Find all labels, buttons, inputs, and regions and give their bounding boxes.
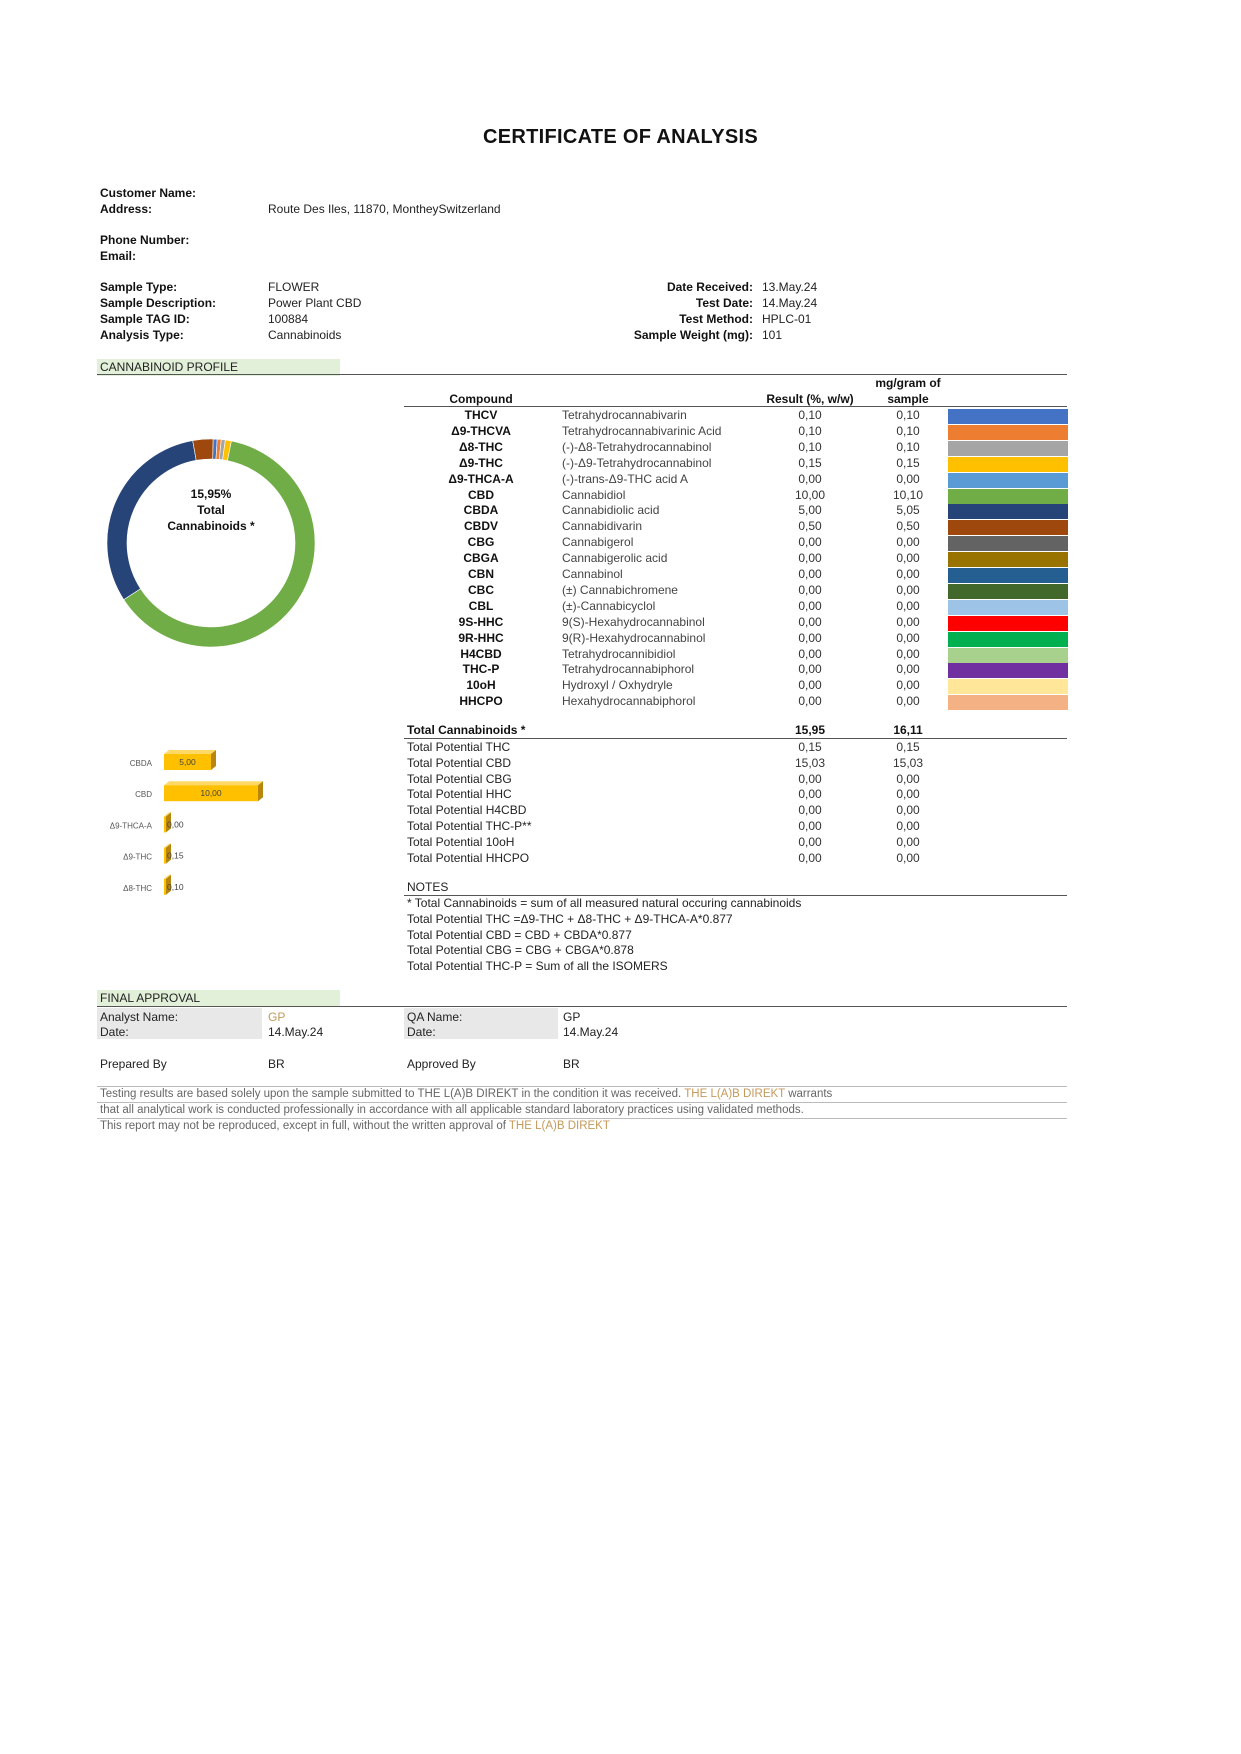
donut-total-caption: Cannabinoids *: [167, 519, 255, 533]
totals-rule: [404, 738, 1067, 739]
analyst-name-label: Analyst Name:: [100, 1010, 179, 1024]
compound-name: Tetrahydrocannabivarinic Acid: [562, 423, 722, 438]
email-label: Email:: [100, 249, 137, 263]
total-cannabinoids-result: 15,95: [794, 723, 826, 737]
compound-name: Cannabinol: [562, 567, 623, 581]
cannabinoid-bar-chart: [100, 745, 380, 905]
compound-color-swatch: [948, 409, 1068, 424]
compound-color-swatch: [948, 457, 1068, 472]
cannabinoid-donut-chart: [104, 436, 318, 650]
compound-abbr: 9R-HHC: [458, 630, 504, 645]
total-potential-result: 0,00: [798, 787, 822, 802]
customer-name-label: Customer Name:: [100, 186, 197, 200]
compound-color-swatch: [948, 425, 1068, 440]
compound-color-swatch: [948, 600, 1068, 615]
compound-row: [404, 551, 1066, 567]
compound-mg: 0,00: [896, 646, 920, 661]
compound-result: 0,00: [798, 678, 822, 693]
address-value: Route Des Iles, 11870, MontheySwitzerland: [268, 202, 501, 216]
sample-desc-label: Sample Description:: [100, 296, 217, 310]
bar-data-label: 5,00: [179, 757, 196, 767]
compound-abbr: CBG: [467, 535, 495, 550]
prepared-by-value: BR: [268, 1057, 285, 1071]
total-potential-result: 0,00: [798, 834, 822, 849]
analysis-type-label: Analysis Type:: [100, 328, 184, 342]
test-method-value: HPLC-01: [762, 312, 812, 326]
compound-result: 0,10: [798, 423, 822, 438]
total-potential-name: Total Potential HHC: [407, 787, 512, 802]
analyst-name-value: GP: [268, 1010, 286, 1024]
compound-name: Cannabigerolic acid: [562, 551, 668, 566]
donut-total-percent: 15,95%: [190, 487, 232, 501]
compound-name: 9(S)-Hexahydrocannabinol: [562, 614, 705, 629]
compound-result: 0,10: [798, 408, 822, 422]
compound-color-swatch: [948, 441, 1068, 456]
total-potential-name: Total Potential CBD: [407, 755, 512, 770]
bar-data-label: 0,00: [167, 819, 184, 830]
section-divider: [97, 374, 1067, 375]
result-header: Result (%, w/w): [766, 392, 854, 406]
approval-rule: [97, 1006, 1067, 1007]
compound-result: 0,10: [798, 439, 822, 454]
total-potential-row: [404, 851, 964, 867]
compound-name: (±) Cannabichromene: [562, 582, 678, 597]
donut-center-label: [151, 486, 271, 534]
total-potential-result: 0,00: [798, 771, 822, 786]
note-line: Total Potential THC-P = Sum of all the ISOMERS: [407, 959, 668, 974]
sample-tag-value: 100884: [268, 312, 309, 326]
compound-row: [404, 472, 1066, 488]
compound-mg: 0,00: [896, 551, 920, 566]
total-potential-row: [404, 772, 964, 788]
compound-row: [404, 440, 1066, 456]
note-line: * Total Cannabinoids = sum of all measured natural occuring cannabinoids: [407, 896, 802, 910]
total-potential-name: Total Potential HHCPO: [407, 850, 530, 865]
compound-mg: 5,05: [896, 503, 920, 518]
total-potential-name: Total Potential THC-P**: [407, 819, 532, 833]
compound-result: 0,00: [798, 551, 822, 566]
donut-total-word: Total: [197, 503, 225, 517]
compound-result: 0,50: [798, 519, 822, 534]
compound-abbr: 9S-HHC: [458, 614, 504, 629]
compound-name: Hydroxyl / Oxhydryle: [562, 678, 673, 693]
compound-row: [404, 503, 1066, 519]
total-potential-mg: 0,00: [896, 787, 920, 802]
compound-result: 10,00: [794, 487, 826, 502]
address-label: Address:: [100, 202, 153, 216]
total-potential-result: 0,15: [798, 740, 822, 754]
compound-abbr: 10oH: [466, 678, 496, 693]
compound-result: 0,00: [798, 614, 822, 629]
compound-abbr: CBL: [468, 598, 494, 613]
total-potential-mg: 0,15: [896, 740, 920, 754]
notes-header: NOTES: [407, 880, 449, 894]
approved-by-label: Approved By: [407, 1057, 476, 1071]
compound-mg: 0,10: [896, 423, 920, 438]
compound-abbr: Δ8-THC: [459, 439, 503, 454]
bar-data-label: 10,00: [200, 788, 222, 799]
total-cannabinoids-label: Total Cannabinoids *: [407, 723, 526, 737]
bar-category-label: Δ9-THC: [123, 852, 152, 862]
compound-row: [404, 662, 1066, 678]
compound-result: 0,00: [798, 598, 822, 613]
total-potential-result: 15,03: [794, 755, 826, 770]
sample-weight-value: 101: [762, 328, 783, 342]
note-line: Total Potential CBG = CBG + CBGA*0.878: [407, 943, 634, 958]
compound-mg: 0,00: [896, 678, 920, 693]
bar-category-label: Δ8-THC: [123, 883, 152, 893]
total-potential-result: 0,00: [798, 850, 822, 865]
compound-abbr: HHCPO: [459, 694, 503, 709]
compound-result: 0,00: [798, 646, 822, 661]
note-line: Total Potential CBD = CBD + CBDA*0.877: [407, 927, 632, 942]
mg-header-line2: sample: [887, 392, 929, 406]
compound-color-swatch: [948, 632, 1068, 647]
compound-mg: 10,10: [892, 487, 924, 502]
compound-name: 9(R)-Hexahydrocannabinol: [562, 630, 706, 645]
note-line: Total Potential THC =Δ9-THC + Δ8-THC + Δ9-THCA-A*0.877: [407, 911, 733, 926]
compound-name: Hexahydrocannabiphorol: [562, 694, 696, 709]
compound-abbr: THC-P: [462, 662, 500, 677]
bar-δ9-thc: [164, 848, 166, 864]
compound-row: [404, 408, 1066, 424]
compound-result: 0,00: [798, 567, 822, 581]
total-potential-result: 0,00: [798, 803, 822, 818]
compound-color-swatch: [948, 552, 1068, 567]
total-potential-row: [404, 803, 964, 819]
compound-row: [404, 424, 1066, 440]
disclaimer-line-1: Testing results are based solely upon the sample submitted to THE L(A)B DIREKT in the condition it was received. THE L(A)B DIREKT warrants: [100, 1088, 833, 1100]
compound-row: [404, 694, 1066, 710]
compound-abbr: THCV: [464, 408, 498, 422]
bar-data-label: 0,10: [167, 881, 184, 892]
compound-result: 0,00: [798, 582, 822, 597]
sample-weight-label: Sample Weight (mg):: [633, 328, 753, 342]
compound-color-swatch: [948, 473, 1068, 488]
compound-row: [404, 567, 1066, 583]
total-potential-mg: 0,00: [896, 850, 920, 865]
compound-name: (-)-Δ9-Tetrahydrocannabinol: [562, 455, 712, 470]
compound-mg: 0,00: [896, 694, 920, 709]
disclaimer-line-3: This report may not be reproduced, except in full, without the written approval of THE L(A)B DIREKT: [100, 1120, 610, 1132]
compound-mg: 0,00: [896, 598, 920, 613]
total-potential-mg: 0,00: [896, 803, 920, 818]
sample-desc-value: Power Plant CBD: [268, 296, 362, 310]
compound-row: [404, 615, 1066, 631]
compound-color-swatch: [948, 536, 1068, 551]
compound-mg: 0,00: [896, 567, 920, 581]
compound-name: (-)-Δ8-Tetrahydrocannabinol: [562, 439, 712, 454]
total-potential-name: Total Potential CBG: [407, 771, 512, 786]
compound-row: [404, 678, 1066, 694]
compound-mg: 0,00: [896, 662, 920, 677]
compound-abbr: H4CBD: [460, 646, 502, 661]
compound-name: (-)-trans-Δ9-THC acid A: [562, 471, 689, 486]
compound-abbr: CBC: [468, 582, 494, 597]
compound-result: 0,00: [798, 471, 822, 486]
date-received-label: Date Received:: [666, 280, 753, 294]
total-potential-name: Total Potential 10oH: [407, 834, 515, 849]
total-potential-mg: 15,03: [892, 755, 924, 770]
lab-name-link: THE L(A)B DIREKT: [684, 1088, 785, 1100]
compound-mg: 0,50: [896, 519, 920, 534]
disclaimer-line-2: that all analytical work is conducted professionally in accordance with all applicable standard laboratory practices using validated methods.: [100, 1104, 804, 1116]
compound-name: Cannabidiolic acid: [562, 503, 660, 518]
bar-data-label: 0,15: [167, 850, 184, 861]
compound-abbr: CBDV: [463, 519, 498, 534]
compound-color-swatch: [948, 520, 1068, 535]
total-potential-mg: 0,00: [896, 819, 920, 833]
analysis-type-value: Cannabinoids: [268, 328, 342, 342]
bar-δ8-thc: [164, 879, 166, 895]
total-potential-row: [404, 740, 964, 756]
document-title: CERTIFICATE OF ANALYSIS: [482, 126, 759, 148]
compound-mg: 0,00: [896, 582, 920, 597]
bar-category-label: CBDA: [129, 759, 152, 768]
total-potential-mg: 0,00: [896, 834, 920, 849]
mg-header-line1: mg/gram of: [875, 376, 941, 390]
test-date-label: Test Date:: [695, 296, 753, 310]
prepared-by-label: Prepared By: [100, 1057, 167, 1071]
total-potential-name: Total Potential H4CBD: [407, 803, 527, 818]
compound-color-swatch: [948, 584, 1068, 599]
compound-row: [404, 535, 1066, 551]
footer-rule-2: [97, 1102, 1067, 1103]
total-potential-row: [404, 787, 964, 803]
analyst-date-label: Date:: [100, 1025, 129, 1039]
analyst-date-value: 14.May.24: [268, 1025, 324, 1039]
compound-header: Compound: [449, 392, 513, 406]
compound-color-swatch: [948, 663, 1068, 678]
total-cannabinoids-mg: 16,11: [893, 723, 923, 737]
compound-mg: 0,15: [896, 455, 920, 470]
compound-row: [404, 647, 1066, 663]
compound-color-swatch: [948, 679, 1068, 694]
bar-top-face: [164, 781, 263, 785]
total-potential-row: [404, 756, 964, 772]
compound-result: 0,00: [798, 630, 822, 645]
compound-name: (±)-Cannabicyclol: [562, 598, 656, 613]
compound-name: Tetrahydrocannabivarin: [562, 408, 687, 422]
compound-color-swatch: [948, 489, 1068, 504]
compound-row: [404, 519, 1066, 535]
compound-mg: 0,10: [896, 439, 920, 454]
bar-category-label: Δ9-THCA-A: [109, 821, 152, 831]
lab-name-link: THE L(A)B DIREKT: [508, 1120, 610, 1132]
compound-name: Cannabigerol: [562, 535, 634, 550]
footer-rule-3: [97, 1118, 1067, 1119]
compound-color-swatch: [948, 616, 1068, 631]
compound-abbr: Δ9-THC: [459, 455, 503, 470]
date-received-value: 13.May.24: [762, 280, 818, 294]
sample-type-label: Sample Type:: [100, 280, 178, 294]
qa-name-label: QA Name:: [407, 1010, 463, 1024]
test-method-label: Test Method:: [679, 312, 753, 326]
table-header-rule: [404, 406, 1067, 407]
compound-abbr: Δ9-THCA-A: [448, 471, 514, 486]
compound-mg: 0,10: [896, 408, 920, 422]
compound-mg: 0,00: [896, 471, 920, 486]
compound-result: 0,00: [798, 535, 822, 550]
qa-date-label: Date:: [407, 1025, 436, 1039]
compound-name: Cannabidiol: [562, 487, 626, 502]
compound-abbr: CBDA: [463, 503, 499, 518]
compound-row: [404, 599, 1066, 615]
total-potential-name: Total Potential THC: [407, 740, 511, 754]
compound-abbr: Δ9-THCVA: [451, 423, 511, 438]
qa-name-value: GP: [563, 1010, 581, 1024]
approved-by-value: BR: [563, 1057, 580, 1071]
total-potential-row: [404, 835, 964, 851]
compound-name: Tetrahydrocannibidiol: [562, 646, 676, 661]
qa-date-value: 14.May.24: [563, 1025, 619, 1039]
compound-mg: 0,00: [896, 630, 920, 645]
compound-row: [404, 583, 1066, 599]
compound-result: 0,00: [798, 662, 822, 677]
footer-rule-1: [97, 1086, 1067, 1087]
compound-row: [404, 456, 1066, 472]
compound-result: 5,00: [798, 503, 822, 518]
bar-category-label: CBD: [135, 790, 152, 800]
final-approval-header: FINAL APPROVAL: [97, 990, 340, 1007]
phone-label: Phone Number:: [100, 233, 190, 247]
compound-color-swatch: [948, 648, 1068, 663]
total-potential-row: [404, 819, 964, 835]
bar-top-face: [164, 750, 216, 754]
compound-name: Cannabidivarin: [562, 519, 643, 534]
compound-abbr: CBGA: [463, 551, 499, 566]
compound-name: Tetrahydrocannabiphorol: [562, 662, 695, 677]
compound-result: 0,15: [798, 455, 822, 470]
compound-result: 0,00: [798, 694, 822, 709]
compound-row: [404, 631, 1066, 647]
compound-mg: 0,00: [896, 535, 920, 550]
test-date-value: 14.May.24: [762, 296, 818, 310]
compound-color-swatch: [948, 504, 1068, 519]
bar-δ9-thca-a: [164, 816, 166, 832]
compound-mg: 0,00: [896, 614, 920, 629]
total-potential-mg: 0,00: [896, 771, 920, 786]
compound-abbr: CBD: [468, 487, 494, 502]
sample-type-value: FLOWER: [268, 280, 320, 294]
cannabinoid-profile-header: CANNABINOID PROFILE: [97, 359, 340, 376]
compound-color-swatch: [948, 568, 1068, 583]
compound-color-swatch: [948, 695, 1068, 710]
compound-row: [404, 488, 1066, 504]
compound-abbr: CBN: [468, 567, 494, 581]
total-potential-result: 0,00: [798, 819, 822, 833]
sample-tag-label: Sample TAG ID:: [100, 312, 190, 326]
donut-slice-cbdv: [193, 439, 213, 460]
